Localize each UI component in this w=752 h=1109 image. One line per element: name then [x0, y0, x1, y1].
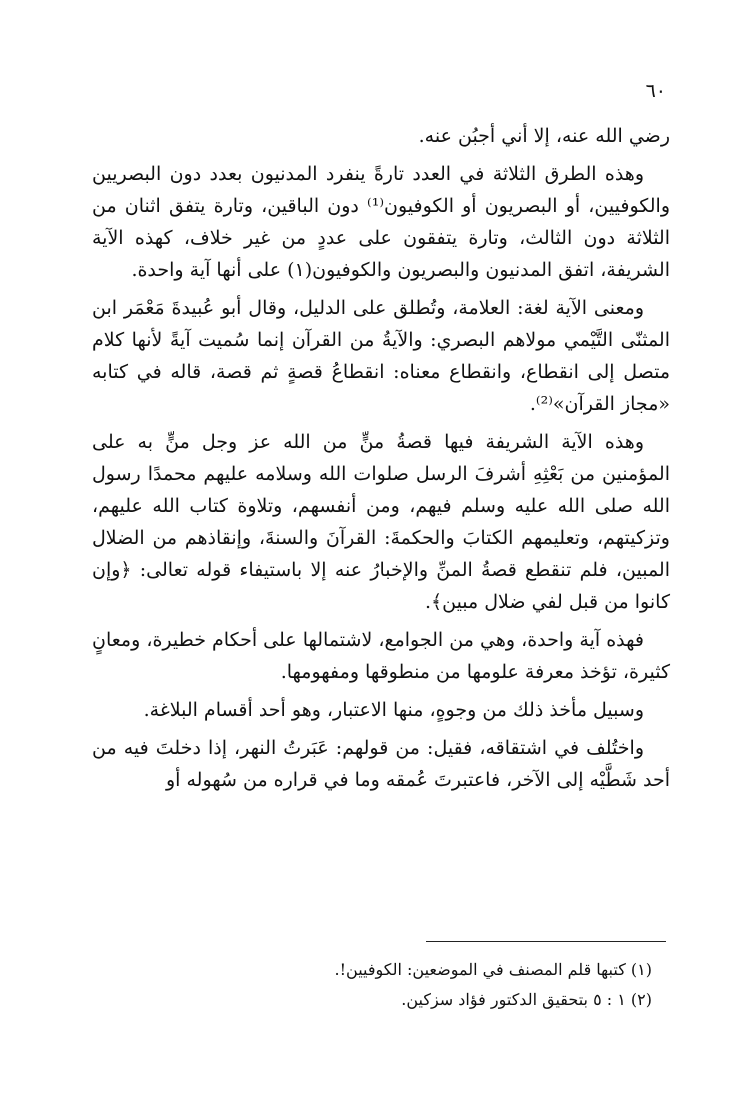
main-text	[92, 120, 670, 800]
footnote-1: (١) كتبها قلم المصنف في الموضعين: الكوفيين!.	[334, 960, 652, 979]
paragraph-4: وهذه الآية الشريفة فيها قصةُ منٍّ من الله عز وجل منٍّ به على المؤمنين من بَعْثِهِ أشرفَ الرسل صلوات الله وسلامه عليهم محمدًا رسول الله صلى الله عليه وسلم فيهم، ومن أنفسهم، وتلاوة كتاب الله عليهم، وتزكيتهم، وتعليمهم الكتابَ والحكمةَ: القرآنَ والسنةَ، وإنقاذهم من الضلال المبين، فلم تنقطع قصةُ المنِّ والإخبارُ عنه إلا باستيفاء قوله تعالى: ﴿وإن كانوا من قبل لفي ضلال مبين﴾.	[92, 431, 670, 613]
paragraph-1: رضي الله عنه، إلا أني أجبُن عنه.	[418, 125, 670, 147]
paragraph-2: وهذه الطرق الثلاثة في العدد تارةً ينفرد المدنيون بعدد دون البصريين والكوفيين، أو البصريون أو الكوفيون⁽¹⁾ دون الباقين، وتارة يتفق اثنان من الثلاثة دون الثالث، وتارة يتفقون على عددٍ من غير خلاف، كهذه الآية الشريفة، اتفق المدنيون والبصريون والكوفيون(١) على أنها آية واحدة.	[92, 163, 670, 281]
page-number: ٦٠	[645, 80, 666, 102]
footnote-separator	[426, 941, 666, 942]
paragraph-6: وسبيل مأخذ ذلك من وجوهٍ، منها الاعتبار، وهو أحد أقسام البلاغة.	[143, 699, 644, 721]
footnotes	[92, 955, 670, 1015]
paragraph-7: واختُلف في اشتقاقه، فقيل: من قولهم: عَبَرتُ النهر، إذا دخلتَ فيه من أحد شَطَّيْه إلى الآخر، فاعتبرتَ عُمقه وما في قراره من سُهوله أو	[92, 737, 670, 791]
paragraph-5: فهذه آية واحدة، وهي من الجوامع، لاشتمالها على أحكام خطيرة، ومعانٍ كثيرة، تؤخذ معرفة علومها من منطوقها ومفهومها.	[92, 629, 670, 683]
footnote-2: (٢) ١ : ٥ بتحقيق الدكتور فؤاد سزكين.	[401, 990, 652, 1009]
paragraph-3: ومعنى الآية لغة: العلامة، وتُطلق على الدليل، وقال أبو عُبيدةَ مَعْمَر ابن المثنّى التَّيْمي مولاهم البصري: والآيةُ من القرآن إنما سُميت آيةً لأنها كلام متصل إلى انقطاع، وانقطاع معناه: انقطاعُ قصةٍ ثم قصة، قاله في كتابه «مجاز القرآن»⁽²⁾.	[92, 297, 670, 415]
